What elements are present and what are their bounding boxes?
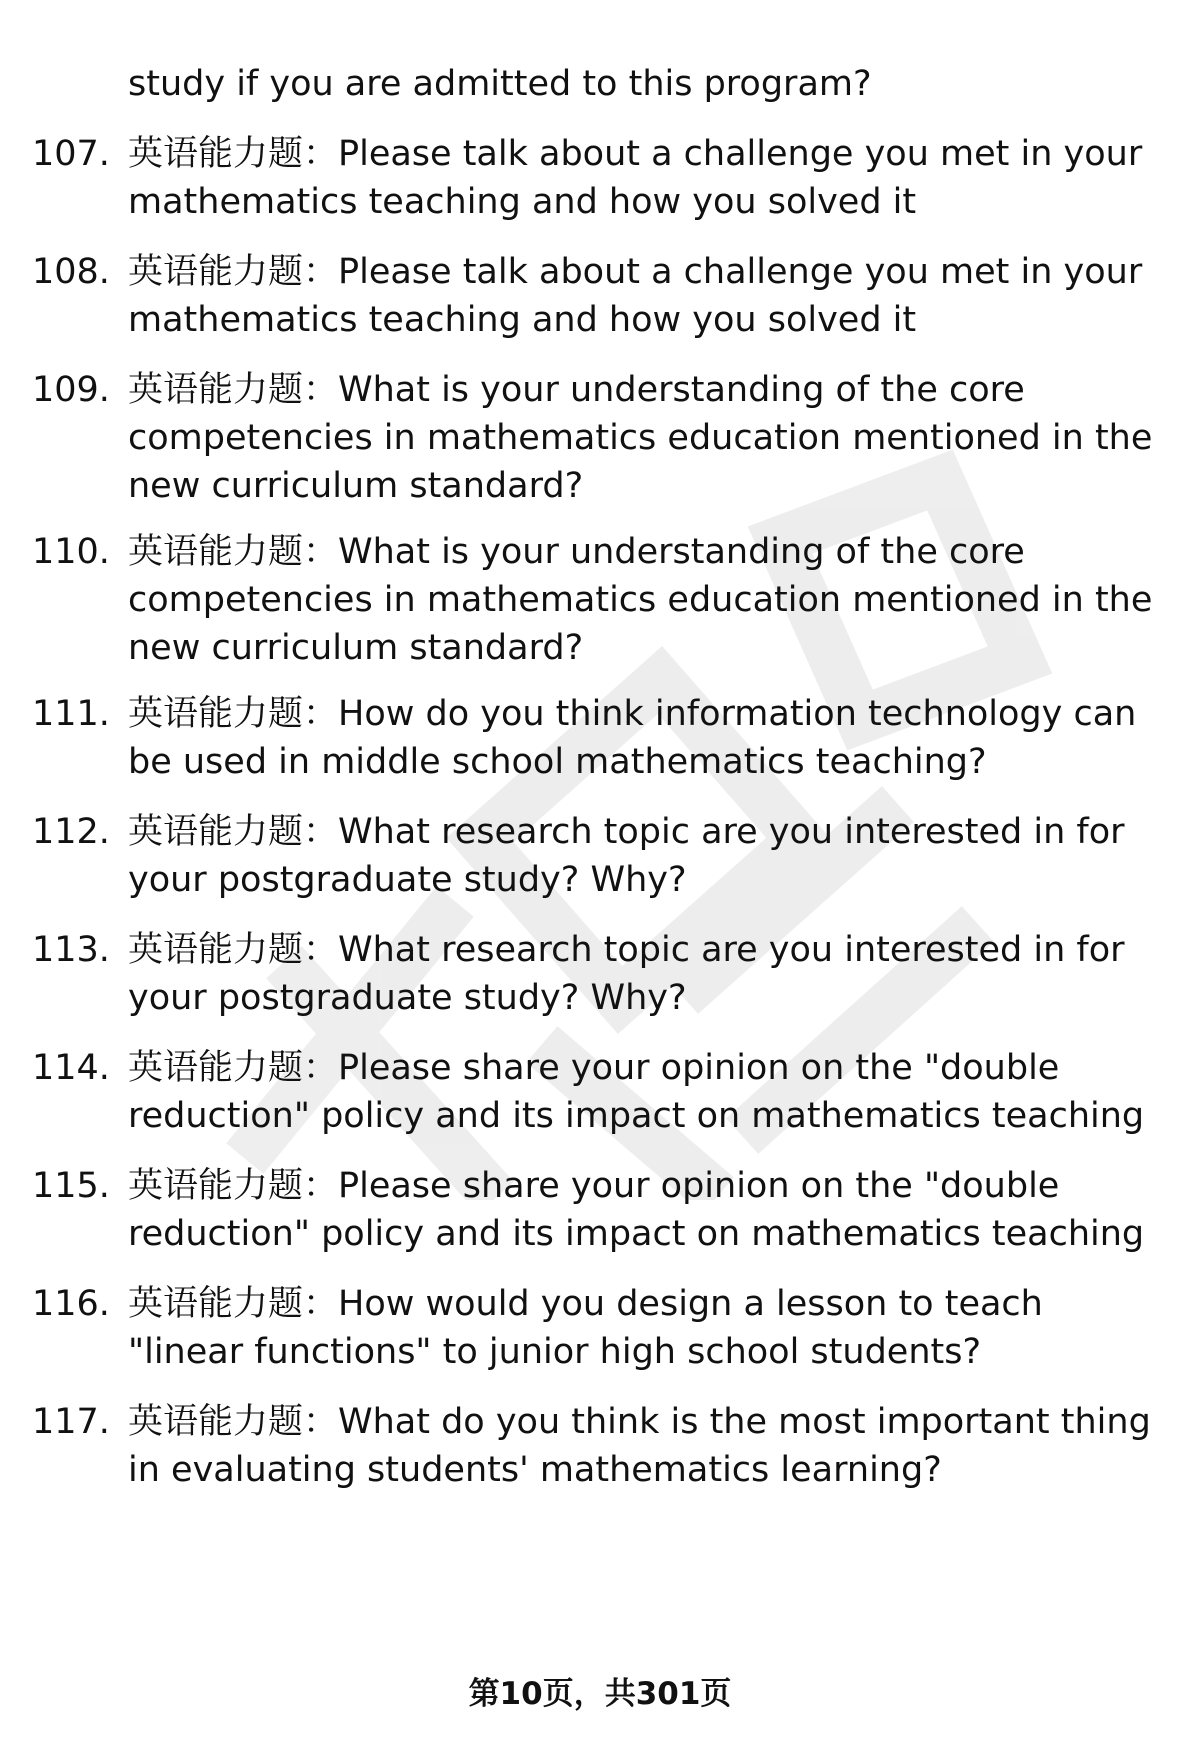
question-number: 111. bbox=[32, 694, 110, 734]
question-text: 英语能力题：How do you think information technology can be used in middle school mathematics teaching? bbox=[128, 694, 1137, 782]
continued-question-line: study if you are admitted to this program? bbox=[128, 64, 872, 104]
question-text: 英语能力题：What research topic are you interested in for your postgraduate study? Why? bbox=[128, 930, 1125, 1018]
question-number: 113. bbox=[32, 930, 110, 970]
question-text: 英语能力题：Please talk about a challenge you met in your mathematics teaching and how you solved it bbox=[128, 252, 1143, 340]
question-number: 108. bbox=[32, 252, 110, 292]
question-text: 英语能力题：What is your understanding of the core competencies in mathematics education mentioned in the new curriculum standard? bbox=[128, 370, 1153, 506]
question-number: 107. bbox=[32, 134, 110, 174]
question-number: 110. bbox=[32, 532, 110, 572]
question-number: 109. bbox=[32, 370, 110, 410]
question-number: 114. bbox=[32, 1048, 110, 1088]
question-text: 英语能力题：What research topic are you interested in for your postgraduate study? Why? bbox=[128, 812, 1125, 900]
question-text: 英语能力题：Please talk about a challenge you met in your mathematics teaching and how you solved it bbox=[128, 134, 1143, 222]
question-text: 英语能力题：What is your understanding of the core competencies in mathematics education mentioned in the new curriculum standard? bbox=[128, 532, 1153, 668]
question-number: 117. bbox=[32, 1402, 110, 1442]
question-number: 115. bbox=[32, 1166, 110, 1206]
page-footer: 第10页，共301页 bbox=[468, 1676, 732, 1712]
question-text: 英语能力题：What do you think is the most important thing in evaluating students' mathematics learning? bbox=[128, 1402, 1151, 1490]
question-text: 英语能力题：Please share your opinion on the "double reduction" policy and its impact on mathematics teaching bbox=[128, 1166, 1145, 1254]
question-number: 116. bbox=[32, 1284, 110, 1324]
question-number: 112. bbox=[32, 812, 110, 852]
question-text: 英语能力题：How would you design a lesson to teach "linear functions" to junior high school students? bbox=[128, 1284, 1043, 1372]
question-text: 英语能力题：Please share your opinion on the "double reduction" policy and its impact on mathematics teaching bbox=[128, 1048, 1145, 1136]
